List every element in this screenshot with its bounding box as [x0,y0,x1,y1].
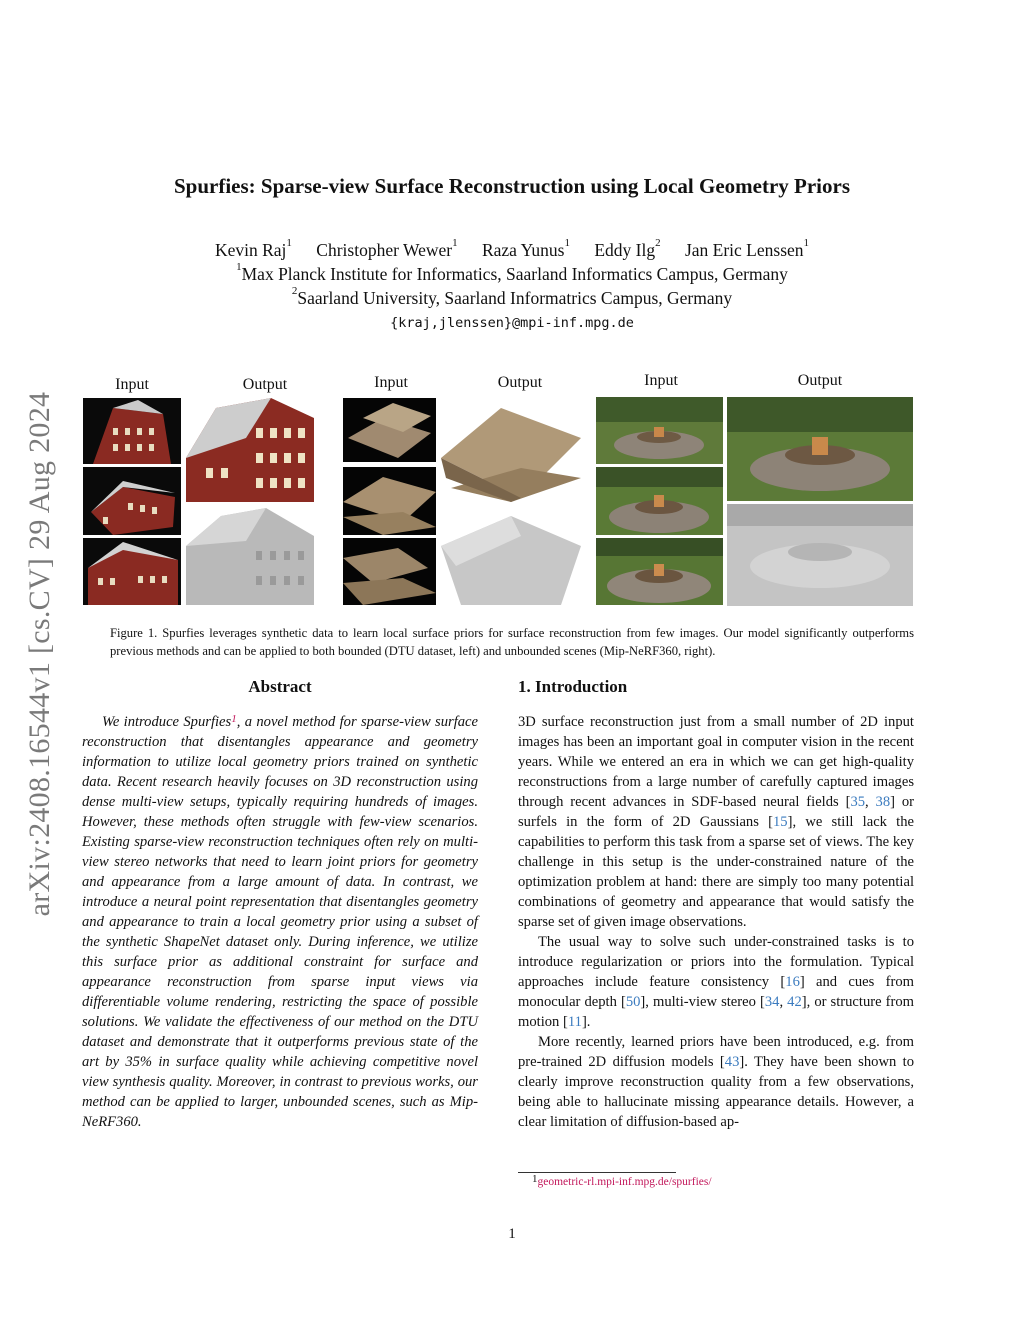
citation-link[interactable]: 43 [724,1054,740,1070]
panel-label-input: Input [644,372,678,389]
author: Christopher Wewer$^1$ [316,237,458,260]
bricks-input-image [343,538,436,605]
garden-output-mesh [727,504,913,606]
citation-link[interactable]: 38 [875,794,891,810]
abstract-text: We introduce Spurfies$^1$, a novel method for sparse-view surface reconstruction that disentangles appearance and geometry information to utilize local geometry priors trained on synthetic data. Recent research heavily focuses on 3D reconstruction using dense multi-view setups, typically requiring hundreds of images. However, these methods often struggle with few-view scenarios. Existing sparse-view reconstruction techniques often rely on multi-view stereo networks that need to learn joint priors for geometry and appearance from a large amount of data. In contrast, we introduce a neural point representation that disentangles geometry and appearance to train a local geometry prior using a subset of the synthetic ShapeNet dataset only. During inference, we utilize this surface prior as additional constraint for surface and appearance reconstruction from sparse input views via differentiable volume rendering, restricting the space of possible solutions. We validate the effectiveness of our method on the DTU dataset and demonstrate that it outperforms previous state of the art by 35% in surface quality while achieving competitive novel view synthesis quality. Moreover, in contrast to previous works, our method can be applied to larger, unbounded scenes, such as Mip-NeRF360. [82,713,478,1130]
bricks-output-render [441,398,581,502]
author: Eddy Ilg$^2$ [594,237,661,260]
building-output-mesh [186,506,314,605]
footnote-marker[interactable]: 1 [231,713,237,725]
citation-link[interactable]: 42 [787,994,802,1010]
page-number: 1 [508,1226,516,1242]
project-url-link[interactable]: geometric-rl.mpi-inf.mpg.de/spurfies/ [537,1176,712,1188]
author-email: {kraj,jlenssen}@mpi-inf.mpg.de [390,315,634,331]
author-list [0,237,1024,261]
panel-label-input: Input [115,376,149,393]
introduction-heading: 1. Introduction [518,677,628,696]
citation-link[interactable]: 16 [785,974,800,990]
author: Raza Yunus$^1$ [481,237,570,260]
bricks-output-mesh [441,506,581,605]
building-input-image [83,398,181,464]
paragraph: The usual way to solve such under-constrained tasks is to introduce regularization or priors into the formulation. Typical approaches include feature consistency [16] and cues from monocular depth [50], multi-view stereo [34, 42], or structure from motion [11]. [518,934,915,1030]
citation-link[interactable]: 34 [764,994,780,1010]
panel-label-input: Input [374,374,408,391]
bricks-input-image [343,467,436,535]
garden-input-image [596,467,723,535]
figure-caption: Figure 1. Spurfies leverages synthetic data to learn local surface priors for surface reconstruction from few images. Our model significantly outperforms previous methods and can be applied to both bounded (DTU dataset, left) and unbounded scenes (Mip-NeRF360, right). [110,626,914,658]
affiliation-1: $^1$Max Planck Institute for Informatics, Saarland Informatics Campus, Germany [236,261,788,284]
paragraph: 3D surface reconstruction just from a small number of 2D input images has been an important goal in computer vision in the recent years. While we entered an era in which we can get high-quality reconstructions from a large number of carefully captured images through recent advances in SDF-based neural fields [35, 38] or surfels in the form of 2D Gaussians [15], we still lack the capabilities to perform this task from a sparse set of views. The key challenge in this setup is the under-constrained nature of the optimization problem at hand: there are simply too many potential combinations of geometry and appearance that would satisfy the sparse set of given image observations. [518,714,915,930]
arxiv-stamp: arXiv:2408.16544v1 [cs.CV] 29 Aug 2024 [23,391,56,917]
footnote-rule [518,1172,676,1173]
citation-link[interactable]: 11 [567,1014,582,1030]
abstract-heading: Abstract [248,677,312,696]
citation-link[interactable]: 15 [773,814,788,830]
panel-label-output: Output [797,372,843,389]
paper-title: Spurfies: Sparse-view Surface Reconstruction using Local Geometry Priors [174,174,850,198]
garden-output-render [727,397,913,501]
panel-label-output: Output [497,374,543,391]
building-output-render [186,398,314,502]
affiliation-2: $^2$Saarland University, Saarland Informatrics Campus, Germany [291,285,733,308]
building-input-image [83,467,181,535]
introduction-text [518,712,914,1132]
bricks-input-image [343,398,436,462]
citation-link[interactable]: 50 [625,994,641,1010]
garden-input-image [596,538,723,605]
author: Kevin Raj$^1$ [214,237,292,260]
building-input-image [83,538,181,605]
author: Jan Eric Lenssen$^1$ [684,237,810,260]
garden-input-image [596,397,723,464]
footnote: $^1$geometric-rl.mpi-inf.mpg.de/spurfies/ [532,1173,712,1188]
panel-label-output: Output [242,376,288,393]
paragraph: More recently, learned priors have been introduced, e.g. from pre-trained 2D diffusion models [43]. They have been shown to clearly improve reconstruction quality from a few observations, being able to hallucinate missing appearance details. However, a clear limitation of diffusion-based ap- [518,1034,915,1130]
citation-link[interactable]: 35 [850,794,866,810]
